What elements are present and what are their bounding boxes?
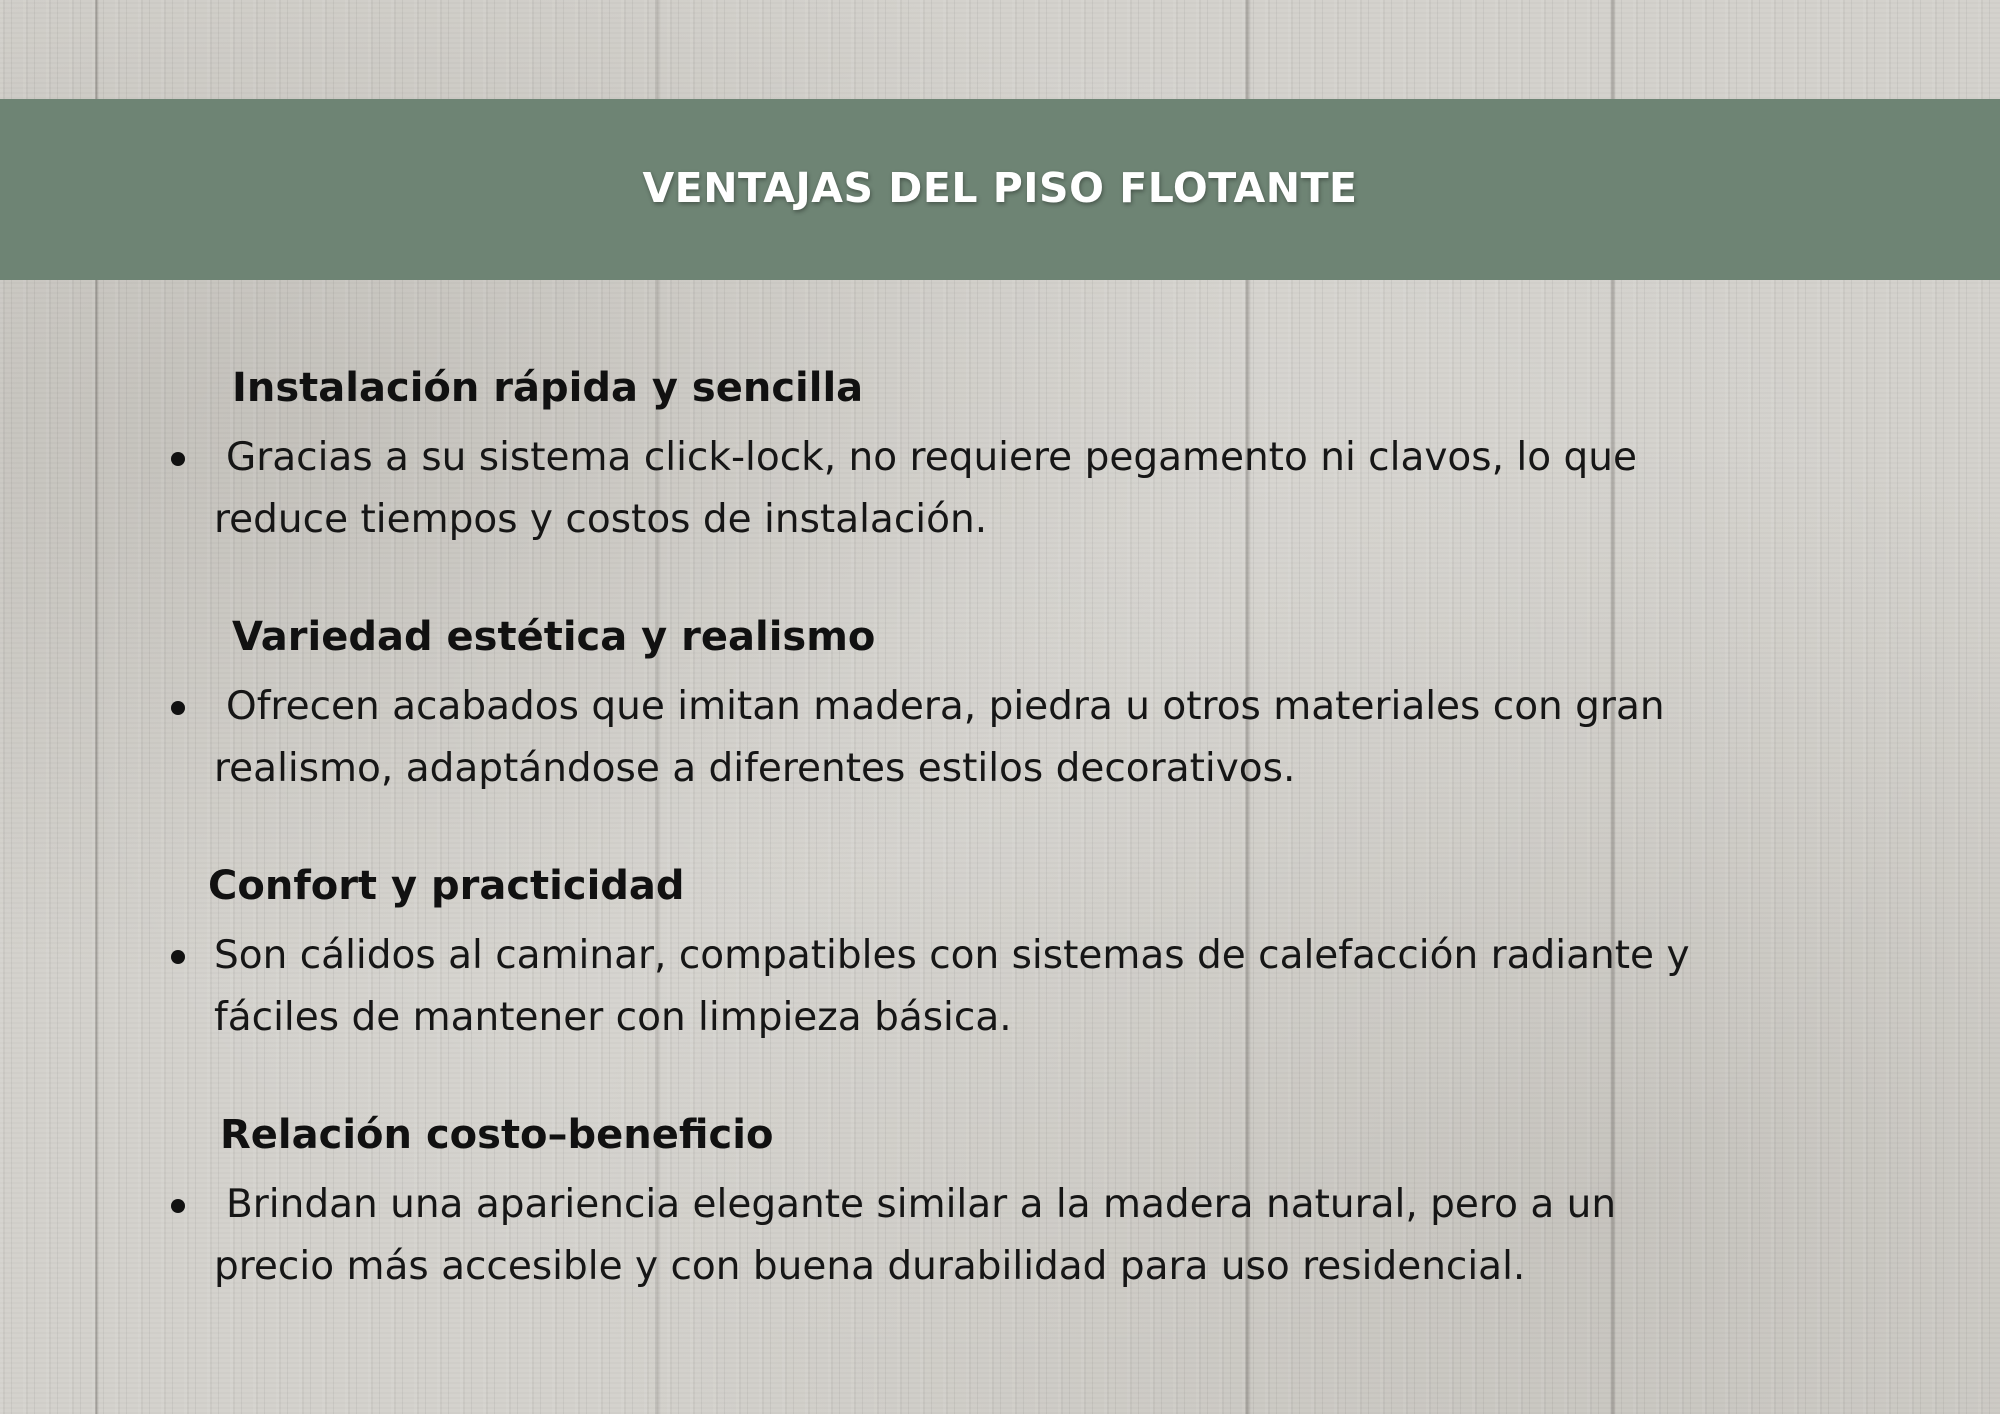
body-line: Ofrecen acabados que imitan madera, piedra u otros materiales con gran	[226, 684, 1665, 729]
bullet-icon	[171, 701, 185, 715]
title-banner	[0, 99, 2000, 280]
section-heading: Confort y practicidad	[208, 863, 685, 909]
body-line: fáciles de mantener con limpieza básica.	[214, 995, 1012, 1040]
bullet-icon	[171, 950, 185, 964]
body-line: Brindan una apariencia elegante similar a la madera natural, pero a un	[226, 1182, 1617, 1227]
section-body	[214, 1174, 1834, 1298]
body-line: Gracias a su sistema click-lock, no requiere pegamento ni clavos, lo que	[226, 435, 1637, 480]
bullet-icon	[171, 1199, 185, 1213]
body-line: precio más accesible y con buena durabilidad para uso residencial.	[214, 1244, 1526, 1289]
page-title: VENTAJAS DEL PISO FLOTANTE	[642, 163, 1358, 212]
section-body	[214, 676, 1834, 800]
section-body	[214, 427, 1834, 551]
section-heading: Variedad estética y realismo	[232, 614, 876, 660]
body-line: realismo, adaptándose a diferentes estilos decorativos.	[214, 746, 1296, 791]
body-line: Son cálidos al caminar, compatibles con sistemas de calefacción radiante y	[214, 933, 1690, 978]
section-heading: Instalación rápida y sencilla	[232, 365, 864, 411]
section-body	[214, 925, 1834, 1049]
body-line: reduce tiempos y costos de instalación.	[214, 497, 988, 542]
section-heading: Relación costo–beneficio	[220, 1112, 774, 1158]
bullet-icon	[171, 452, 185, 466]
